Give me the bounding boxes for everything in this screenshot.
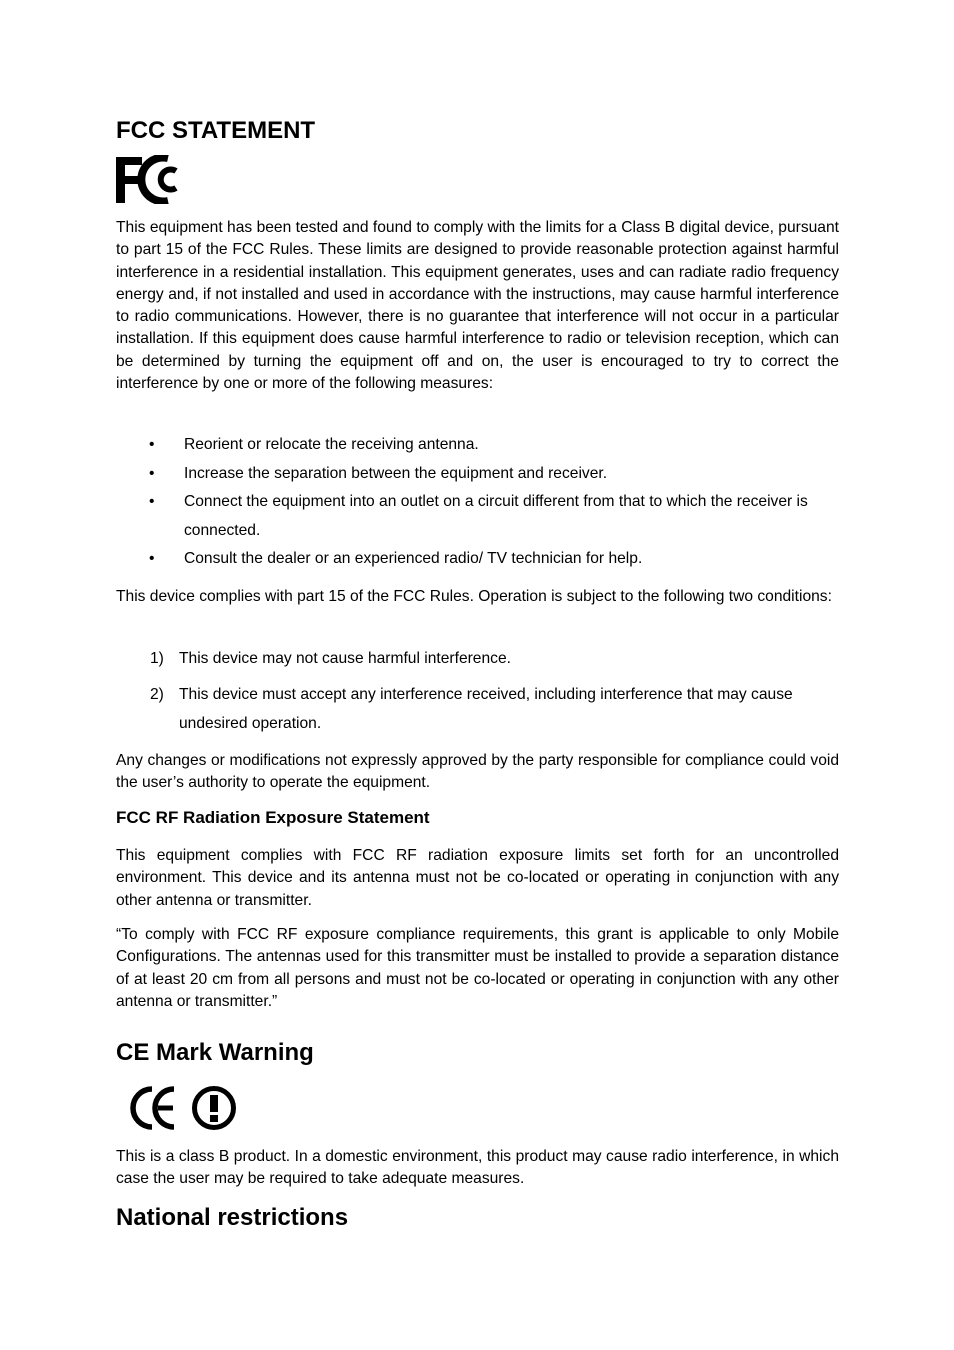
list-item: 1) This device may not cause harmful interference. [150,650,511,667]
fcc-compliance-paragraph: This device complies with part 15 of the FCC Rules. Operation is subject to the following two conditions: [116,588,832,605]
list-item: • Consult the dealer or an experienced radio/ TV technician for help. [116,545,839,574]
bullet-icon: • [149,464,155,482]
fcc-rf-paragraph-2: “To comply with FCC RF exposure compliance requirements, this grant is applicable to only Mobile Configurations. The antennas used for this transmitter must be installed to provide a separation distance of at least 20 cm from all persons and must not be co-located or operating in conjunction with any other antenna or transmitter.” [116,926,839,1010]
fcc-changes-paragraph: Any changes or modifications not expressly approved by the party responsible for compliance could void the user’s authority to operate the equipment. [116,752,839,792]
national-restrictions-heading: National restrictions [116,1204,349,1231]
operation-conditions-list [116,644,839,738]
bullet-icon: • [149,493,155,510]
ce-heading: CE Mark Warning [116,1039,314,1066]
list-item: • Increase the separation between the equipment and receiver. [116,460,839,489]
interference-measures-list [116,431,839,574]
ce-paragraph: This is a class B product. In a domestic environment, this product may cause radio interference, in which case the user may be required to take adequate measures. [116,1148,839,1188]
fcc-heading: FCC STATEMENT [116,117,316,144]
list-item: • Reorient or relocate the receiving antenna. [116,431,839,460]
list-item: • Connect the equipment into an outlet on a circuit different from that to which the receiver is connected. [116,488,839,545]
fcc-logo-icon [116,155,184,204]
fcc-intro-paragraph: This equipment has been tested and found to comply with the limits for a Class B digital device, pursuant to part 15 of the FCC Rules. These limits are designed to provide reasonable protection against harmful interference in a residential installation. This equipment generates, uses and can radiate radio frequency energy and, if not installed and used in accordance with the instructions, may cause harmful interference to radio communications. However, there is no guarantee that interference will not occur in a particular installation. If this equipment does cause harmful interference to radio or television reception, which can be determined by turning the equipment off and on, the user is encouraged to try to correct the interference by one or more of the following measures: [116,219,839,393]
list-item: 2) This device must accept any interference received, including interference that may cause undesired operation. [150,686,793,732]
fcc-rf-heading: FCC RF Radiation Exposure Statement [116,808,430,827]
bullet-icon: • [149,436,155,453]
bullet-icon: • [149,550,155,567]
ce-alert-logo-icon [116,1084,238,1132]
fcc-rf-paragraph-1: This equipment complies with FCC RF radiation exposure limits set forth for an uncontrolled environment. This device and its antenna must not be co-located or operating in conjunction with any other antenna or transmitter. [116,847,839,909]
